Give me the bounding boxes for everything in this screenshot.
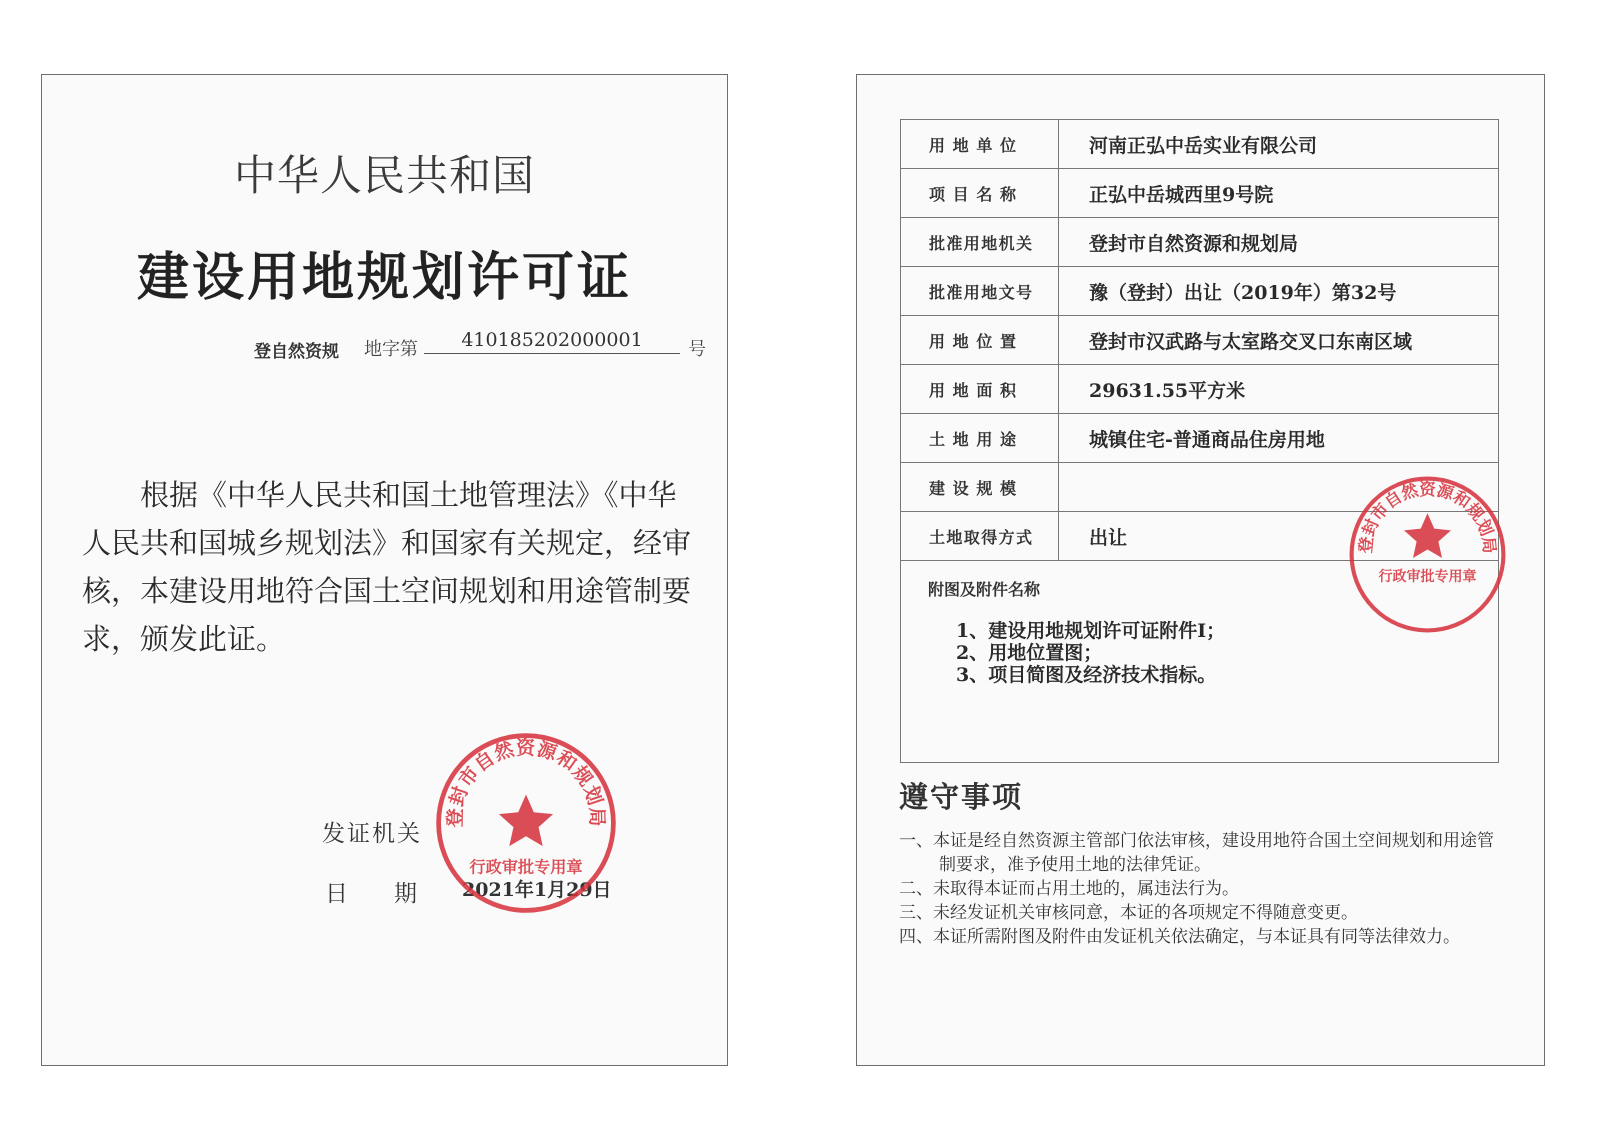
rule-item: 一、本证是经自然资源主管部门依法审核，建设用地符合国土空间规划和用途管制要求，准予使用土地的法律凭证。 <box>899 831 1494 875</box>
rule-item: 三、未经发证机关审核同意，本证的各项规定不得随意变更。 <box>899 903 1358 923</box>
seal-star-icon <box>1404 513 1451 558</box>
certificate-number <box>254 325 724 365</box>
rules-title: 遵守事项 <box>899 780 1024 814</box>
table-row <box>901 169 1499 218</box>
official-seal-right <box>1345 472 1510 637</box>
table-row <box>901 414 1499 463</box>
issuer-label: 发证机关 <box>322 821 422 847</box>
field-value: 城镇住宅-普通商品住房用地 <box>1059 414 1499 463</box>
table-row <box>901 218 1499 267</box>
field-label: 用地单位 <box>901 120 1059 169</box>
attachments-title: 附图及附件名称 <box>928 580 1041 599</box>
certificate-number-value: 410185202000001 <box>424 329 680 354</box>
certificate-body-text: 根据《中华人民共和国土地管理法》《中华人民共和国城乡规划法》和国家有关规定，经审核，本建设用地符合国土空间规划和用途管制要求，颁发此证。 <box>82 478 692 656</box>
field-value: 登封市汉武路与太室路交叉口东南区域 <box>1059 316 1499 365</box>
seal-left-subtext: 行政审批专用章 <box>469 857 583 877</box>
attachment-item: 3、项目简图及经济技术指标。 <box>956 664 1217 686</box>
field-value: 河南正弘中岳实业有限公司 <box>1059 120 1499 169</box>
seal-right-arc-text: 登封市自然资源和规划局 <box>1355 479 1500 555</box>
certificate-number-middle: 地字第 <box>364 339 418 360</box>
attachment-item: 1、建设用地规划许可证附件I； <box>956 620 1226 642</box>
field-value: 出让 <box>1059 512 1499 561</box>
field-value: 登封市自然资源和规划局 <box>1059 218 1499 267</box>
issue-date: 2021年1月29日 <box>462 879 612 901</box>
certificate-left-page <box>41 74 728 1066</box>
field-label: 用地面积 <box>901 365 1059 414</box>
field-label: 批准用地文号 <box>901 267 1059 316</box>
rule-item: 四、本证所需附图及附件由发证机关依法确定，与本证具有同等法律效力。 <box>899 927 1460 947</box>
field-label: 土地用途 <box>901 414 1059 463</box>
field-value: 豫（登封）出让（2019年）第32号 <box>1059 267 1499 316</box>
table-row <box>901 365 1499 414</box>
seal-right-subtext: 行政审批专用章 <box>1378 568 1477 585</box>
field-label: 用地位置 <box>901 316 1059 365</box>
official-seal-left <box>431 728 621 918</box>
certificate-number-prefix: 登自然资规 <box>254 342 339 362</box>
field-label: 建设规模 <box>901 463 1059 512</box>
table-row <box>901 316 1499 365</box>
date-label: 日 期 <box>325 881 417 907</box>
seal-left-arc-text: 登封市自然资源和规划局 <box>444 737 608 828</box>
seal-star-icon <box>499 795 553 847</box>
field-label: 土地取得方式 <box>901 512 1059 561</box>
field-label: 项目名称 <box>901 169 1059 218</box>
field-label: 批准用地机关 <box>901 218 1059 267</box>
rule-item: 二、未取得本证而占用土地的，属违法行为。 <box>899 879 1239 899</box>
rules-list <box>899 829 1509 949</box>
field-value: 29631.55平方米 <box>1059 365 1499 414</box>
certificate-right-page <box>856 74 1545 1066</box>
attachment-item: 2、用地位置图； <box>956 642 1103 664</box>
certificate-number-suffix: 号 <box>688 339 706 360</box>
country-name: 中华人民共和国 <box>233 151 535 200</box>
certificate-title: 建设用地规划许可证 <box>136 247 632 308</box>
field-value: 正弘中岳城西里9号院 <box>1059 169 1499 218</box>
table-row <box>901 267 1499 316</box>
land-info-table <box>900 119 1499 763</box>
table-row <box>901 120 1499 169</box>
